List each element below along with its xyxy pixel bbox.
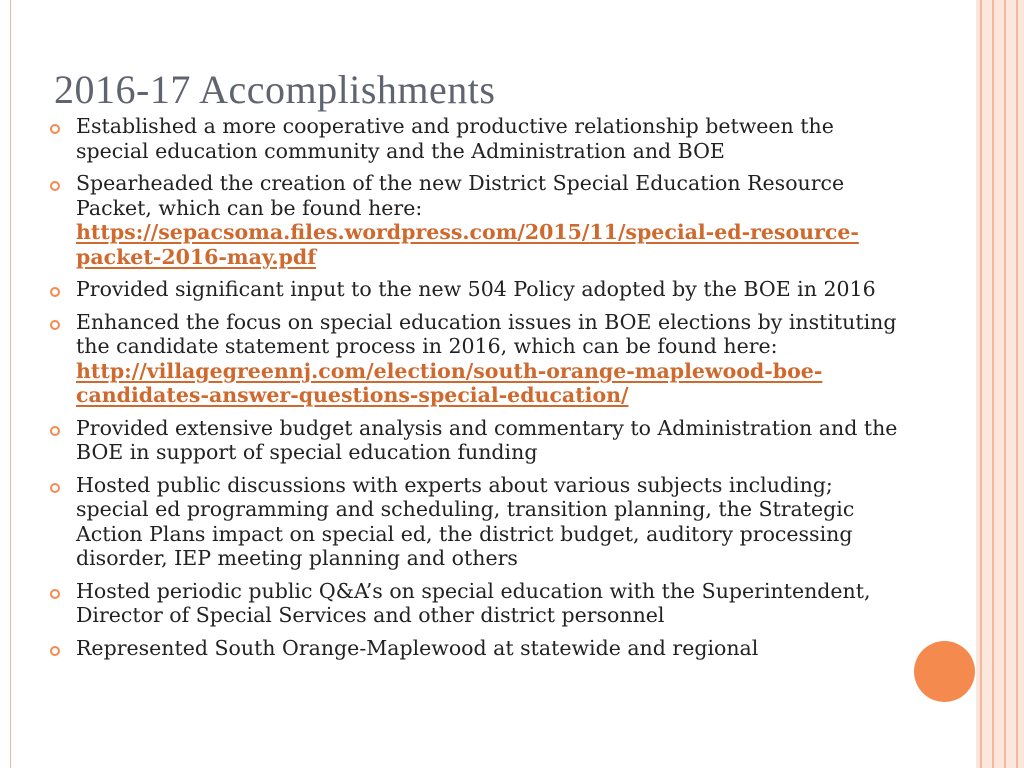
ring-bullet-icon: [50, 287, 60, 297]
left-border-line: [10, 0, 11, 768]
bullet-text: Hosted public discussions with experts about various subjects including; special ed programming and scheduling, transition planning, the Strategic Action Plans impact on special ed, the district budget, auditory processing disorder, IEP meeting planning and others: [76, 472, 855, 570]
decorative-circle: [914, 641, 975, 702]
bullet-list: [48, 114, 908, 668]
bullet-text: Provided extensive budget analysis and commentary to Administration and the BOE in support of special education funding: [76, 415, 898, 464]
list-item: [48, 579, 908, 628]
ring-bullet-icon: [50, 646, 60, 656]
resource-packet-link[interactable]: https://sepacsoma.files.wordpress.com/2015/11/special-ed-resource-packet-2016-may.pdf: [76, 220, 859, 269]
bullet-text: Represented South Orange-Maplewood at statewide and regional: [76, 635, 759, 660]
ring-bullet-icon: [50, 124, 60, 134]
list-item: [48, 310, 908, 408]
list-item: [48, 416, 908, 465]
ring-bullet-icon: [50, 589, 60, 599]
right-border-line: [980, 0, 982, 768]
list-item: [48, 114, 908, 163]
list-item: [48, 473, 908, 571]
ring-bullet-icon: [50, 181, 60, 191]
slide-title: 2016-17 Accomplishments: [54, 67, 496, 112]
bullet-text: Provided significant input to the new 504 Policy adopted by the BOE in 2016: [76, 277, 876, 301]
right-border-line: [992, 0, 994, 768]
list-item: [48, 636, 908, 661]
ring-bullet-icon: [50, 320, 60, 330]
bullet-text: Established a more cooperative and productive relationship between the special education community and the Administration and BOE: [76, 114, 834, 163]
bullet-text: Enhanced the focus on special education issues in BOE elections by instituting the candidate statement process in 2016, which can be found here:: [76, 309, 897, 358]
list-item: [48, 277, 908, 302]
ring-bullet-icon: [50, 483, 60, 493]
list-item: [48, 171, 908, 269]
right-border-line: [1004, 0, 1006, 768]
bullet-text: Hosted periodic public Q&A’s on special education with the Superintendent, Director of Special Services and other district personnel: [76, 578, 871, 627]
bullet-text: Spearheaded the creation of the new District Special Education Resource Packet, which can be found here:: [76, 171, 845, 220]
ring-bullet-icon: [50, 426, 60, 436]
right-border-line: [1016, 0, 1018, 768]
candidate-statements-link[interactable]: http://villagegreennj.com/election/south-orange-maplewood-boe-candidates-answer-questions-special-education/: [76, 358, 823, 407]
